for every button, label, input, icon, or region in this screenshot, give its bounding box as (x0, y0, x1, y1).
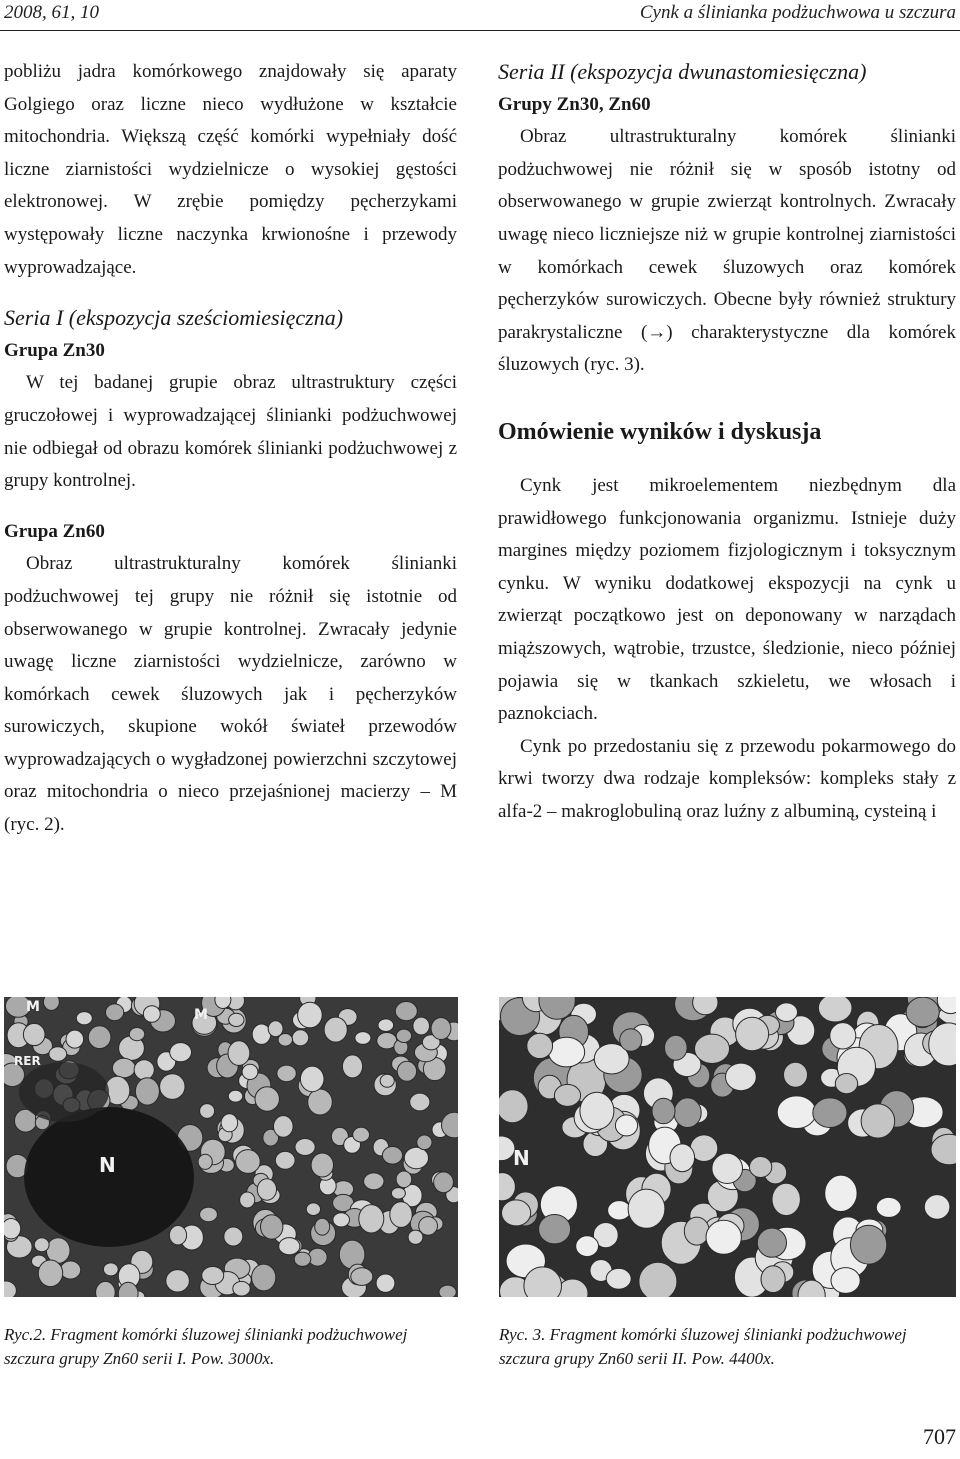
series1-title: Seria I (ekspozycja sześciomiesięczna) (4, 305, 344, 331)
figure-3-micrograph (499, 997, 956, 1297)
discussion-paragraph-2: Cynk po przedostaniu się z przewodu pokarmowego do krwi tworzy dwa rodzaje kompleksów: kompleks stały z alfa-2 – makroglobuliną oraz luźny z albuminą, cysteiną i (498, 735, 956, 822)
group-zn60-heading: Grupa Zn60 (4, 520, 105, 542)
running-title: Cynk a ślinianka podżuchwowa u szczura (639, 2, 956, 23)
fig2-label-n: N (99, 1153, 116, 1177)
group-zn30-heading: Grupa Zn30 (4, 339, 105, 361)
series2-paragraph: Obraz ultrastrukturalny komórek ślinianki podżuchwowej nie różnił się w sposób istotny od obserwowanego w grupie zwierząt kontrolnych. Zwracały uwagę nieco liczniejsze niż w grupie kontrolnej ziarnistości w komórkach cewek śluzowych oraz komórek pęcherzyków surowiczych. Obecne były również struktury parakrystaliczne (→) charakterystyczne dla komórek śluzowych (ryc. 3). (498, 126, 956, 376)
figure-2-micrograph (4, 997, 458, 1297)
group-zn30-paragraph: W tej badanej grupie obraz ultrastruktury części gruczołowej i wyprowadzającej ślinianki podżuchwowej nie odbiegał od obrazu komórek ślinianki podżuchwowej z grupy kontrolnej. (4, 372, 457, 492)
group-zn60-paragraph: Obraz ultrastrukturalny komórek ślinianki podżuchwowej tej grupy nie różnił się istotnie od obserwowanego w grupie kontrolnej. Zwracały jedynie uwagę liczne ziarnistości wydzielnicze, zarówno w komórkach cewek śluzowych jak i pęcherzyków surowiczych, skupione wokół świateł przewodów wyprowadzających o wygładzonej powierzchni szczytowej oraz mitochondria o nieco przejaśnionej macierzy – M (ryc. 2). (4, 553, 457, 836)
running-header (0, 0, 960, 31)
page-number: 707 (923, 1424, 956, 1449)
group-zn30-zn60-heading: Grupy Zn30, Zn60 (498, 93, 651, 115)
fig2-label-m2: M (194, 1007, 208, 1023)
discussion-heading: Omówienie wyników i dyskusja (498, 418, 822, 445)
figure-3-caption: Ryc. 3. Fragment komórki śluzowej ślinianki podżuchwowej szczura grupy Zn60 serii II. Pow. 4400x. (499, 1325, 907, 1368)
figure-2-image (4, 997, 458, 1297)
intro-paragraph: pobliżu jadra komórkowego znajdowały się aparaty Golgiego oraz liczne nieco wydłużone w kształcie mitochondria. Większą część komórki wypełniały dość liczne ziarnistości wydzielnicze o wysokiej gęstości elektronowej. W zrębie pomiędzy pęcherzykami występowały liczne naczynka krwionośne i przewody wyprowadzające. (4, 61, 457, 278)
discussion-paragraph-1: Cynk jest mikroelementem niezbędnym dla prawidłowego funkcjonowania organizmu. Istnieje duży margines między poziomem fizjologicznym i toksycznym cynku. W wyniku dodatkowej ekspozycji na cynk u zwierząt początkowo jest on deponowany w narządach miąższowych, wątrobie, trzustce, śledzionie, nieco później pojawia się w tkankach szkieletu, we włosach i paznokciach. (498, 474, 956, 725)
fig2-label-m1: M (26, 999, 40, 1015)
left-column (4, 56, 457, 842)
fig2-label-rer: RER (14, 1054, 41, 1068)
series2-title: Seria II (ekspozycja dwunastomiesięczna) (498, 59, 867, 84)
figure-3-image (499, 997, 956, 1297)
journal-citation: 2008, 61, 10 (4, 2, 99, 23)
figure-2-caption: Ryc.2. Fragment komórki śluzowej ślinianki podżuchwowej szczura grupy Zn60 serii I. Pow. 3000x. (4, 1325, 408, 1368)
fig3-label-n: N (513, 1146, 530, 1170)
right-column (498, 56, 956, 828)
